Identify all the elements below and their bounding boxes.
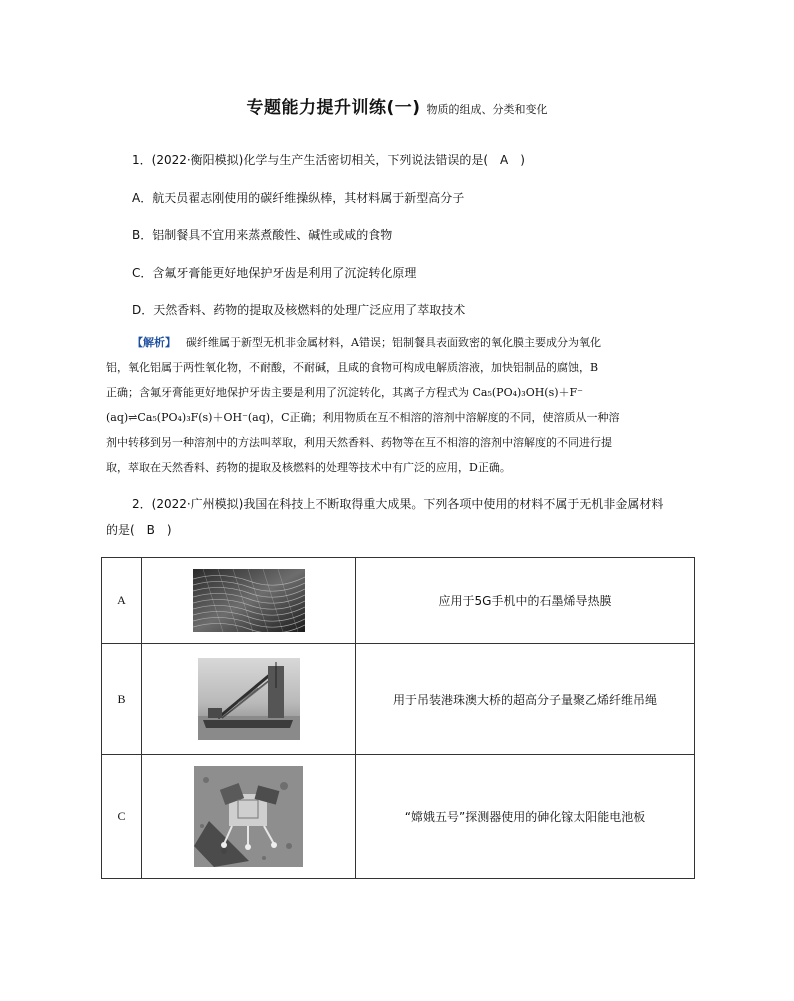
option-description: “嫦娥五号”探测器使用的砷化镓太阳能电池板 bbox=[356, 755, 695, 879]
question-1-option-c: C．含氟牙膏能更好地保护牙齿是利用了沉淀转化原理 bbox=[132, 266, 417, 280]
page-title bbox=[0, 93, 794, 118]
crane-bridge-image bbox=[198, 658, 300, 740]
change5-probe-image bbox=[194, 766, 303, 867]
option-image-cell bbox=[142, 755, 356, 879]
table-row bbox=[102, 755, 695, 879]
title-subtitle: 物质的组成、分类和变化 bbox=[426, 103, 548, 116]
question-1-stem: 1．(2022·衡阳模拟)化学与生产生活密切相关，下列说法错误的是( A ) bbox=[132, 153, 525, 167]
table-row bbox=[102, 644, 695, 755]
title-main: 专题能力提升训练(一) bbox=[246, 98, 421, 118]
question-1-option-b: B．铝制餐具不宜用来蒸煮酸性、碱性或咸的食物 bbox=[132, 228, 393, 242]
question-2-stem bbox=[106, 491, 663, 543]
option-letter: B bbox=[102, 644, 142, 755]
question-2-stem-line: 2．(2022·广州模拟)我国在科技上不断取得重大成果。下列各项中使用的材料不属于无机非金属材料 bbox=[132, 497, 664, 511]
analysis-line: 碳纤维属于新型无机非金属材料，A错误；铝制餐具表面致密的氧化膜主要成分为氧化 bbox=[186, 336, 601, 349]
analysis-line: 取，萃取在天然香料、药物的提取及核燃料的处理等技术中有广泛的应用，D正确。 bbox=[106, 461, 511, 474]
option-image-cell bbox=[142, 644, 356, 755]
table-row bbox=[102, 558, 695, 644]
question-2-options-table bbox=[101, 557, 695, 879]
question-1-option-a: A．航天员翟志刚使用的碳纤维操纵棒，其材料属于新型高分子 bbox=[132, 191, 465, 205]
graphene-wave-image bbox=[193, 569, 305, 632]
question-1-option-d: D．天然香料、药物的提取及核燃料的处理广泛应用了萃取技术 bbox=[132, 303, 466, 317]
option-image-cell bbox=[142, 558, 356, 644]
question-1-analysis bbox=[106, 330, 696, 480]
option-description: 用于吊装港珠澳大桥的超高分子量聚乙烯纤维吊绳 bbox=[356, 644, 695, 755]
analysis-line: 剂中转移到另一种溶剂中的方法叫萃取，利用天然香料、药物等在互不相溶的溶剂中溶解度的不同进行提 bbox=[106, 436, 612, 449]
question-2-stem-line: 的是( B ) bbox=[106, 523, 172, 537]
analysis-tag: 【解析】 bbox=[132, 336, 176, 349]
analysis-line: 正确；含氟牙膏能更好地保护牙齿主要是利用了沉淀转化，其离子方程式为 Ca₅(PO₄)₃OH(s)＋F⁻ bbox=[106, 386, 583, 399]
analysis-line: 铝，氧化铝属于两性氧化物，不耐酸，不耐碱，且咸的食物可构成电解质溶液，加快铝制品的腐蚀，B bbox=[106, 361, 599, 374]
analysis-line: (aq)⇌Ca₅(PO₄)₃F(s)＋OH⁻(aq)，C正确；利用物质在互不相溶的溶剂中溶解度的不同，使溶质从一种溶 bbox=[106, 411, 620, 424]
option-letter: C bbox=[102, 755, 142, 879]
option-description: 应用于5G手机中的石墨烯导热膜 bbox=[356, 558, 695, 644]
option-letter: A bbox=[102, 558, 142, 644]
